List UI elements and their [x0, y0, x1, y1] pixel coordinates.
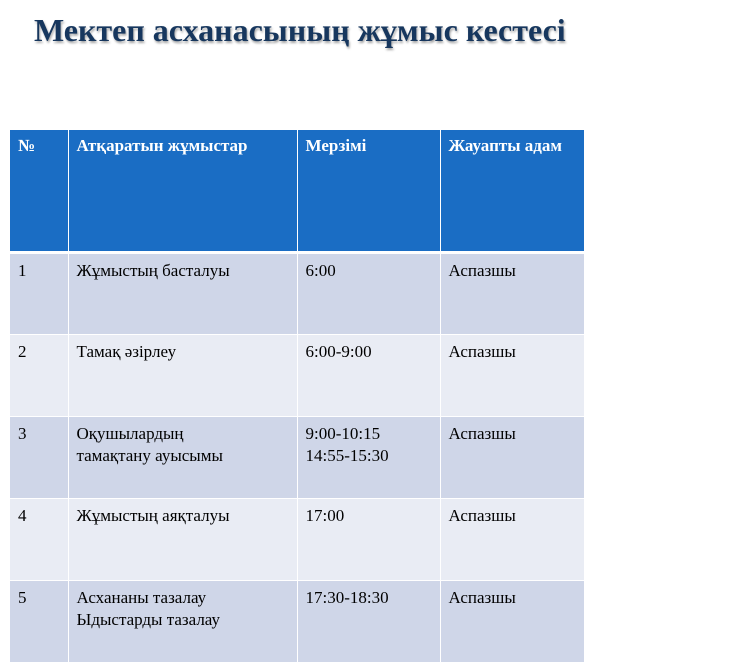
header-num: № — [10, 130, 68, 252]
header-time: Мерзімі — [297, 130, 440, 252]
row-task: Асхананы тазалау Ыдыстарды тазалау — [68, 580, 297, 662]
row-person: Аспазшы — [440, 580, 584, 662]
row-time: 9:00-10:15 14:55-15:30 — [297, 416, 440, 498]
row-num: 2 — [10, 334, 68, 416]
row-num: 5 — [10, 580, 68, 662]
row-person: Аспазшы — [440, 334, 584, 416]
row-person: Аспазшы — [440, 498, 584, 580]
schedule-table — [10, 130, 584, 663]
table-row — [10, 416, 584, 498]
row-task: Жұмыстың басталуы — [68, 252, 297, 334]
row-person: Аспазшы — [440, 252, 584, 334]
header-person: Жауапты адам — [440, 130, 584, 252]
row-time: 6:00 — [297, 252, 440, 334]
row-time: 17:00 — [297, 498, 440, 580]
row-time: 6:00-9:00 — [297, 334, 440, 416]
row-num: 4 — [10, 498, 68, 580]
page-title: Мектеп асханасының жұмыс кестесі — [34, 12, 566, 48]
row-num: 1 — [10, 252, 68, 334]
table-row — [10, 334, 584, 416]
row-time: 17:30-18:30 — [297, 580, 440, 662]
header-task: Атқаратын жұмыстар — [68, 130, 297, 252]
table-header-row — [10, 130, 584, 252]
row-task: Жұмыстың аяқталуы — [68, 498, 297, 580]
row-num: 3 — [10, 416, 68, 498]
table-row — [10, 498, 584, 580]
table-row — [10, 580, 584, 662]
row-person: Аспазшы — [440, 416, 584, 498]
table-row — [10, 252, 584, 334]
row-task: Оқушылардың тамақтану ауысымы — [68, 416, 297, 498]
row-task: Тамақ әзірлеу — [68, 334, 297, 416]
